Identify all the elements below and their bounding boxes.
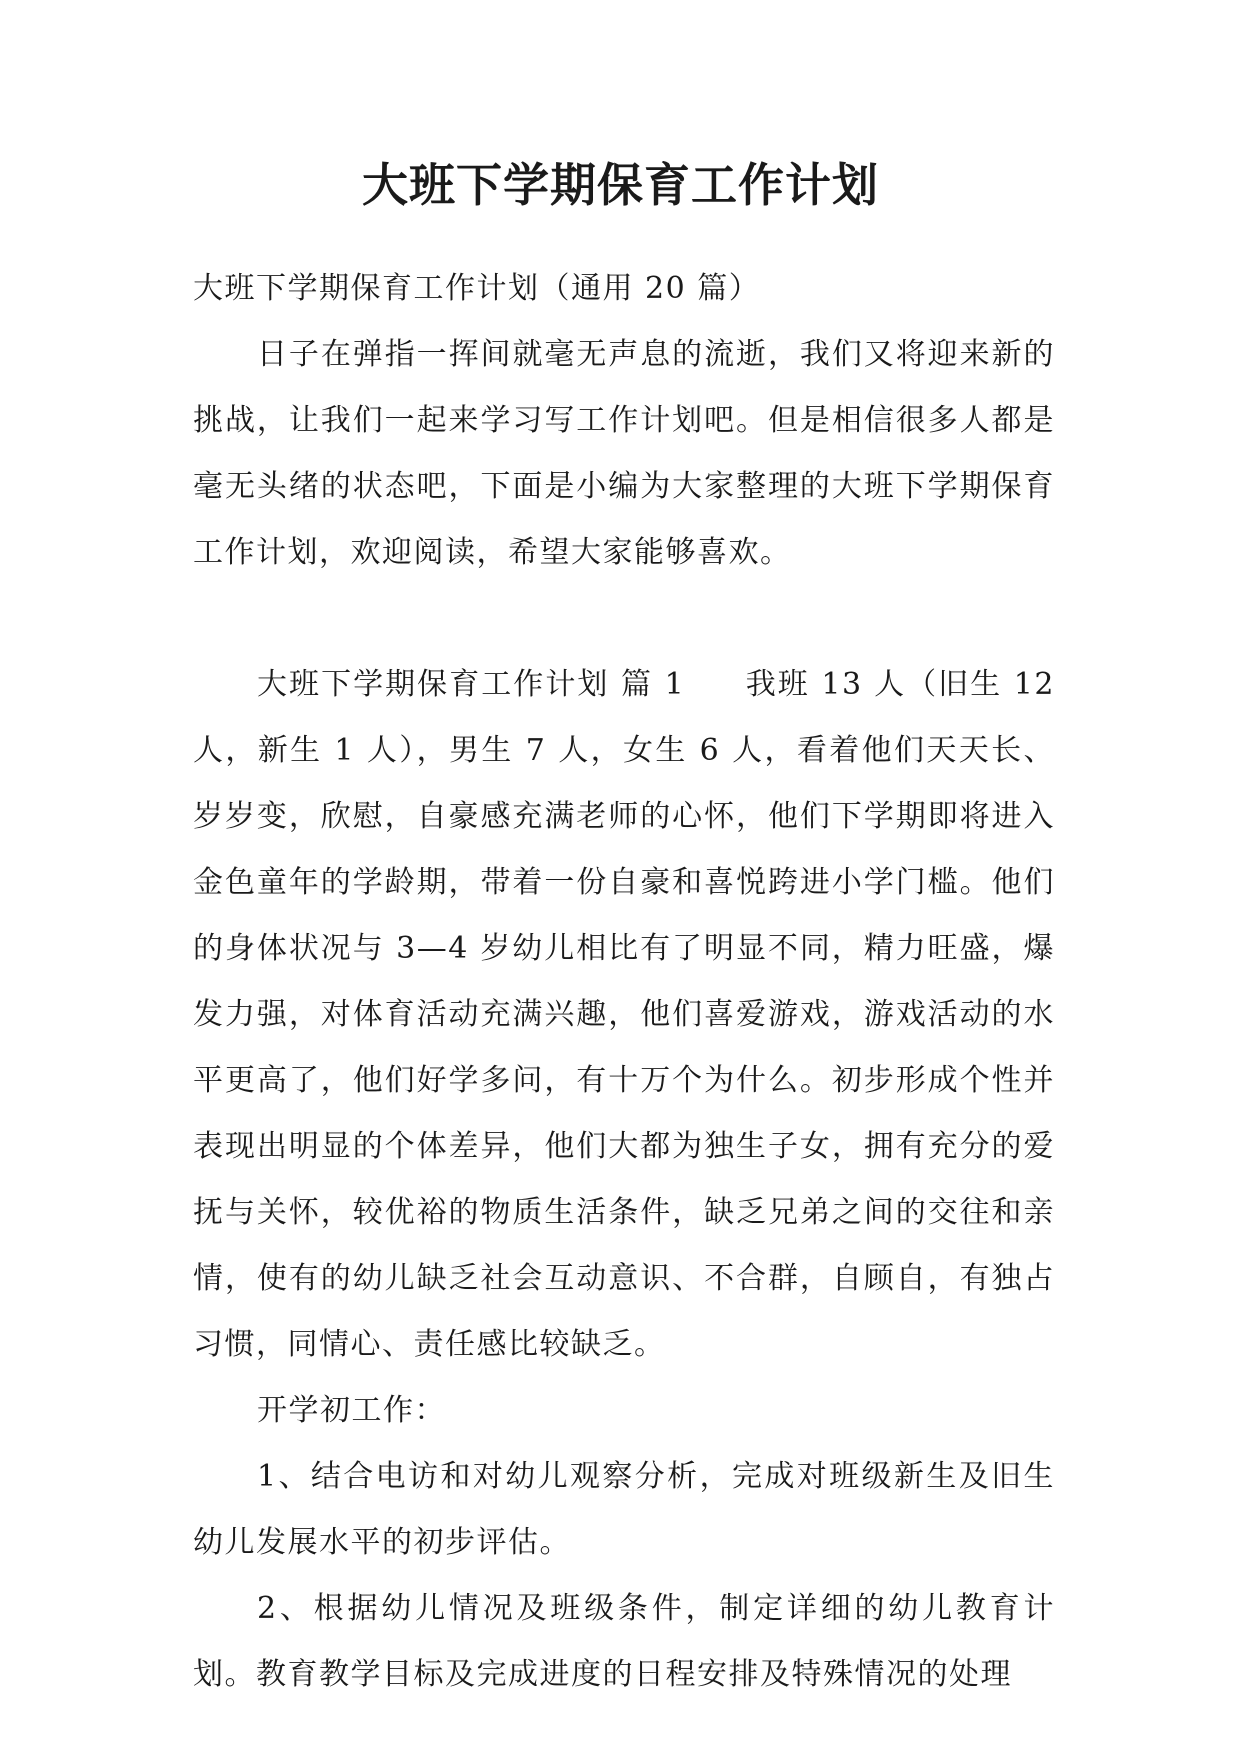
section1-heading: 大班下学期保育工作计划 篇 1 <box>257 667 686 702</box>
section1-body: 我班 13 人（旧生 12 人，新生 1 人），男生 7 人，女生 6 人，看着他们天天长、岁岁变，欣慰，自豪感充满老师的心怀，他们下学期即将进入金色童年的学龄期，带着一份自豪和喜悦跨进小学门槛。他们的身体状况与 3—4 岁幼儿相比有了明显不同，精力旺盛，爆发力强，对体育活动充满兴趣，他们喜爱游戏，游戏活动的水平更高了，他们好学多问，有十万个为什么。初步形成个性并表现出明显的个体差异，他们大都为独生子女，拥有充分的爱抚与关怀，较优裕的物质生活条件，缺乏兄弟之间的交往和亲情，使有的幼儿缺乏社会互动意识、不合群，自顾自，有独占习惯，同情心、责任感比较缺乏。 <box>193 667 1055 1362</box>
intro-paragraph: 日子在弹指一挥间就毫无声息的流逝，我们又将迎来新的挑战，让我们一起来学习写工作计划吧。但是相信很多人都是毫无头绪的状态吧，下面是小编为大家整理的大班下学期保育工作计划，欢迎阅读，希望大家能够喜欢。 <box>193 337 1055 570</box>
document-subtitle: 大班下学期保育工作计划（通用 20 篇） <box>193 271 761 306</box>
list-item-2: 2、根据幼儿情况及班级条件，制定详细的幼儿教育计划。教育教学目标及完成进度的日程安排及特殊情况的处理 <box>193 1591 1055 1692</box>
document-body <box>193 256 1055 1708</box>
paragraph-gap <box>193 586 1055 652</box>
list-item-1: 1、结合电访和对幼儿观察分析，完成对班级新生及旧生幼儿发展水平的初步评估。 <box>193 1459 1055 1560</box>
document-title: 大班下学期保育工作计划 <box>362 158 879 212</box>
section1-paragraph <box>193 652 1055 1378</box>
section2-heading: 开学初工作： <box>257 1393 446 1428</box>
